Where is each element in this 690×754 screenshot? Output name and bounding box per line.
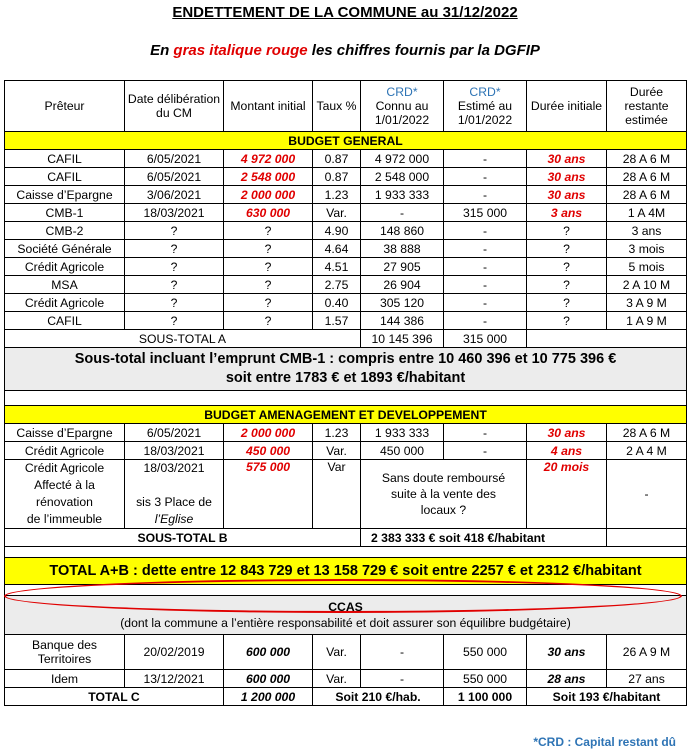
cell-taux: 2.75 xyxy=(313,276,361,294)
cell-preteur: CAFIL xyxy=(5,150,125,168)
cell-crd-connu: 1 933 333 xyxy=(361,186,444,204)
cell-montant: ? xyxy=(224,276,313,294)
special-duree-initiale: 20 mois xyxy=(527,460,607,529)
cell-preteur: Crédit Agricole xyxy=(5,442,125,460)
cell-taux: 4.90 xyxy=(313,222,361,240)
cell-crd-connu: 4 972 000 xyxy=(361,150,444,168)
sous-total-b-row xyxy=(5,529,687,547)
cell-crd-estime: - xyxy=(444,442,527,460)
cell-crd-estime: - xyxy=(444,276,527,294)
cell-duree-init: 30 ans xyxy=(527,186,607,204)
cell-montant: 2 000 000 xyxy=(224,186,313,204)
cell-date: 6/05/2021 xyxy=(125,168,224,186)
cell-duree-init: ? xyxy=(527,222,607,240)
cell-date: 13/12/2021 xyxy=(125,670,224,688)
cell-duree-rest: 5 mois xyxy=(607,258,687,276)
cell-duree-init: ? xyxy=(527,258,607,276)
cell-taux: 0.87 xyxy=(313,168,361,186)
cell-crd-connu: 1 933 333 xyxy=(361,424,444,442)
cell-preteur: Caisse d’Epargne xyxy=(5,186,125,204)
cell-taux: 4.64 xyxy=(313,240,361,258)
cell-taux: 1.23 xyxy=(313,424,361,442)
cell-taux: Var. xyxy=(313,442,361,460)
cell-date: 20/02/2019 xyxy=(125,635,224,670)
page-subtitle: En gras italique rouge les chiffres fournis par la DGFIP xyxy=(150,42,540,59)
cell-montant: 630 000 xyxy=(224,204,313,222)
header-preteur: Prêteur xyxy=(5,81,125,132)
cell-montant: ? xyxy=(224,240,313,258)
table-row xyxy=(5,294,687,312)
cell-duree-rest: 1 A 4M xyxy=(607,204,687,222)
cell-crd-estime: - xyxy=(444,150,527,168)
cell-crd-estime: 315 000 xyxy=(444,204,527,222)
cell-crd-estime: - xyxy=(444,312,527,330)
header-duree-restante: Durée restante estimée xyxy=(607,81,687,132)
cell-date: 3/06/2021 xyxy=(125,186,224,204)
cell-duree-rest: 28 A 6 M xyxy=(607,424,687,442)
table-row xyxy=(5,240,687,258)
total-c-montant: 1 200 000 xyxy=(224,688,313,706)
cell-duree-init: 30 ans xyxy=(527,424,607,442)
cell-taux: 1.57 xyxy=(313,312,361,330)
sous-total-b-label: SOUS-TOTAL B xyxy=(5,529,361,547)
cell-date: ? xyxy=(125,312,224,330)
cell-taux: 1.23 xyxy=(313,186,361,204)
cell-crd-connu: 26 904 xyxy=(361,276,444,294)
sous-total-note: Sous-total incluant l’emprunt CMB-1 : compris entre 10 460 396 et 10 775 396 € soit entre 1783 € et 1893 €/habitant xyxy=(5,348,687,391)
cell-montant: ? xyxy=(224,258,313,276)
total-c-rest: Soit 193 €/habitant xyxy=(527,688,687,706)
section-budget-amenagement: BUDGET AMENAGEMENT ET DEVELOPPEMENT xyxy=(5,406,687,424)
cell-crd-estime: 550 000 xyxy=(444,670,527,688)
cell-crd-connu: 2 548 000 xyxy=(361,168,444,186)
cell-duree-rest: 28 A 6 M xyxy=(607,186,687,204)
cell-crd-connu: - xyxy=(361,670,444,688)
table-row xyxy=(5,168,687,186)
sous-total-a-connu: 10 145 396 xyxy=(361,330,444,348)
cell-crd-connu: 38 888 xyxy=(361,240,444,258)
cell-preteur: Crédit Agricole xyxy=(5,294,125,312)
cell-date: 18/03/2021 xyxy=(125,442,224,460)
ccas-header-row xyxy=(5,596,687,635)
total-ab-row xyxy=(5,558,687,585)
cell-duree-init: 30 ans xyxy=(527,168,607,186)
cell-duree-init: ? xyxy=(527,240,607,258)
cell-preteur: Idem xyxy=(5,670,125,688)
cell-crd-estime: 550 000 xyxy=(444,635,527,670)
table-row xyxy=(5,442,687,460)
cell-duree-rest: 27 ans xyxy=(607,670,687,688)
cell-taux: 0.40 xyxy=(313,294,361,312)
cell-montant: 600 000 xyxy=(224,670,313,688)
sous-total-note-row xyxy=(5,348,687,391)
cell-duree-init: 28 ans xyxy=(527,670,607,688)
special-preteur: Crédit Agricole Affecté à la rénovation de l’immeuble xyxy=(5,460,125,529)
table-row xyxy=(5,424,687,442)
cell-taux: Var. xyxy=(313,204,361,222)
cell-duree-rest: 2 A 4 M xyxy=(607,442,687,460)
cell-date: ? xyxy=(125,222,224,240)
cell-preteur: Crédit Agricole xyxy=(5,258,125,276)
cell-duree-init: 3 ans xyxy=(527,204,607,222)
cell-crd-estime: - xyxy=(444,258,527,276)
table-row xyxy=(5,204,687,222)
cell-date: 6/05/2021 xyxy=(125,150,224,168)
total-ab: TOTAL A+B : dette entre 12 843 729 et 13 158 729 € soit entre 2257 € et 2312 €/habitant xyxy=(5,558,687,585)
table-row xyxy=(5,150,687,168)
cell-crd-connu: - xyxy=(361,204,444,222)
sous-total-a-row xyxy=(5,330,687,348)
cell-preteur: Caisse d’Epargne xyxy=(5,424,125,442)
cell-duree-init: 4 ans xyxy=(527,442,607,460)
cell-crd-connu: 148 860 xyxy=(361,222,444,240)
cell-montant: 4 972 000 xyxy=(224,150,313,168)
table-row xyxy=(5,186,687,204)
header-taux: Taux % xyxy=(313,81,361,132)
cell-preteur: CAFIL xyxy=(5,312,125,330)
cell-preteur: Banque des Territoires xyxy=(5,635,125,670)
cell-duree-rest: 2 A 10 M xyxy=(607,276,687,294)
header-row xyxy=(5,81,687,132)
cell-preteur: Société Générale xyxy=(5,240,125,258)
cell-duree-init: 30 ans xyxy=(527,635,607,670)
table-row xyxy=(5,312,687,330)
cell-preteur: CMB-1 xyxy=(5,204,125,222)
cell-preteur: CAFIL xyxy=(5,168,125,186)
cell-montant: 450 000 xyxy=(224,442,313,460)
table-row xyxy=(5,222,687,240)
table-row xyxy=(5,670,687,688)
cell-duree-rest: 3 A 9 M xyxy=(607,294,687,312)
special-note: Sans doute remboursé suite à la vente des locaux ? xyxy=(361,460,527,529)
sous-total-a-label: SOUS-TOTAL A xyxy=(5,330,361,348)
cell-preteur: MSA xyxy=(5,276,125,294)
cell-crd-connu: 450 000 xyxy=(361,442,444,460)
table-row xyxy=(5,276,687,294)
cell-taux: 4.51 xyxy=(313,258,361,276)
cell-crd-connu: 27 905 xyxy=(361,258,444,276)
footnote: *CRD : Capital restant dû xyxy=(533,735,676,749)
header-crd-estime: CRD* Estimé au 1/01/2022 xyxy=(444,81,527,132)
cell-date: 6/05/2021 xyxy=(125,424,224,442)
cell-duree-rest: 26 A 9 M xyxy=(607,635,687,670)
cell-duree-rest: 3 mois xyxy=(607,240,687,258)
cell-crd-estime: - xyxy=(444,222,527,240)
cell-crd-estime: - xyxy=(444,186,527,204)
debt-table xyxy=(4,80,687,706)
cell-montant: 2 548 000 xyxy=(224,168,313,186)
cell-montant: ? xyxy=(224,294,313,312)
cell-duree-init: ? xyxy=(527,276,607,294)
cell-duree-init: 30 ans xyxy=(527,150,607,168)
cell-date: ? xyxy=(125,240,224,258)
total-c-label: TOTAL C xyxy=(5,688,224,706)
cell-taux: Var. xyxy=(313,635,361,670)
page-title: ENDETTEMENT DE LA COMMUNE au 31/12/2022 xyxy=(172,4,518,21)
cell-crd-connu: 305 120 xyxy=(361,294,444,312)
cell-duree-init: ? xyxy=(527,312,607,330)
cell-preteur: CMB-2 xyxy=(5,222,125,240)
cell-taux: Var. xyxy=(313,670,361,688)
cell-duree-init: ? xyxy=(527,294,607,312)
cell-crd-estime: - xyxy=(444,294,527,312)
cell-date: ? xyxy=(125,276,224,294)
special-loan-row xyxy=(5,460,687,529)
cell-date: ? xyxy=(125,294,224,312)
cell-duree-rest: 1 A 9 M xyxy=(607,312,687,330)
special-duree-restante: - xyxy=(607,460,687,529)
cell-duree-rest: 3 ans xyxy=(607,222,687,240)
special-montant: 575 000 xyxy=(224,460,313,529)
cell-montant: ? xyxy=(224,222,313,240)
spacer-row xyxy=(5,391,687,406)
cell-crd-connu: - xyxy=(361,635,444,670)
header-date: Date délibération du CM xyxy=(125,81,224,132)
table-row xyxy=(5,258,687,276)
special-taux: Var xyxy=(313,460,361,529)
cell-montant: 600 000 xyxy=(224,635,313,670)
sous-total-b-value: 2 383 333 € soit 418 €/habitant xyxy=(361,529,607,547)
total-c-soit: Soit 210 €/hab. xyxy=(313,688,444,706)
cell-montant: ? xyxy=(224,312,313,330)
cell-duree-rest: 28 A 6 M xyxy=(607,150,687,168)
header-duree-initiale: Durée initiale xyxy=(527,81,607,132)
section-budget-general: BUDGET GENERAL xyxy=(5,132,687,150)
cell-montant: 2 000 000 xyxy=(224,424,313,442)
cell-duree-rest: 28 A 6 M xyxy=(607,168,687,186)
total-c-estime: 1 100 000 xyxy=(444,688,527,706)
cell-crd-estime: - xyxy=(444,168,527,186)
header-crd-connu: CRD* Connu au 1/01/2022 xyxy=(361,81,444,132)
cell-taux: 0.87 xyxy=(313,150,361,168)
cell-crd-connu: 144 386 xyxy=(361,312,444,330)
header-montant: Montant initial xyxy=(224,81,313,132)
special-date: 18/03/2021 sis 3 Place de l’Eglise xyxy=(125,460,224,529)
spacer-row-3 xyxy=(5,585,687,596)
sous-total-a-estime: 315 000 xyxy=(444,330,527,348)
cell-date: 18/03/2021 xyxy=(125,204,224,222)
table-row xyxy=(5,635,687,670)
cell-crd-estime: - xyxy=(444,424,527,442)
total-c-row xyxy=(5,688,687,706)
cell-crd-estime: - xyxy=(444,240,527,258)
cell-date: ? xyxy=(125,258,224,276)
spacer-row-2 xyxy=(5,547,687,558)
ccas-header: CCAS (dont la commune a l’entière responsabilité et doit assurer son équilibre budgétaire) xyxy=(5,596,687,635)
